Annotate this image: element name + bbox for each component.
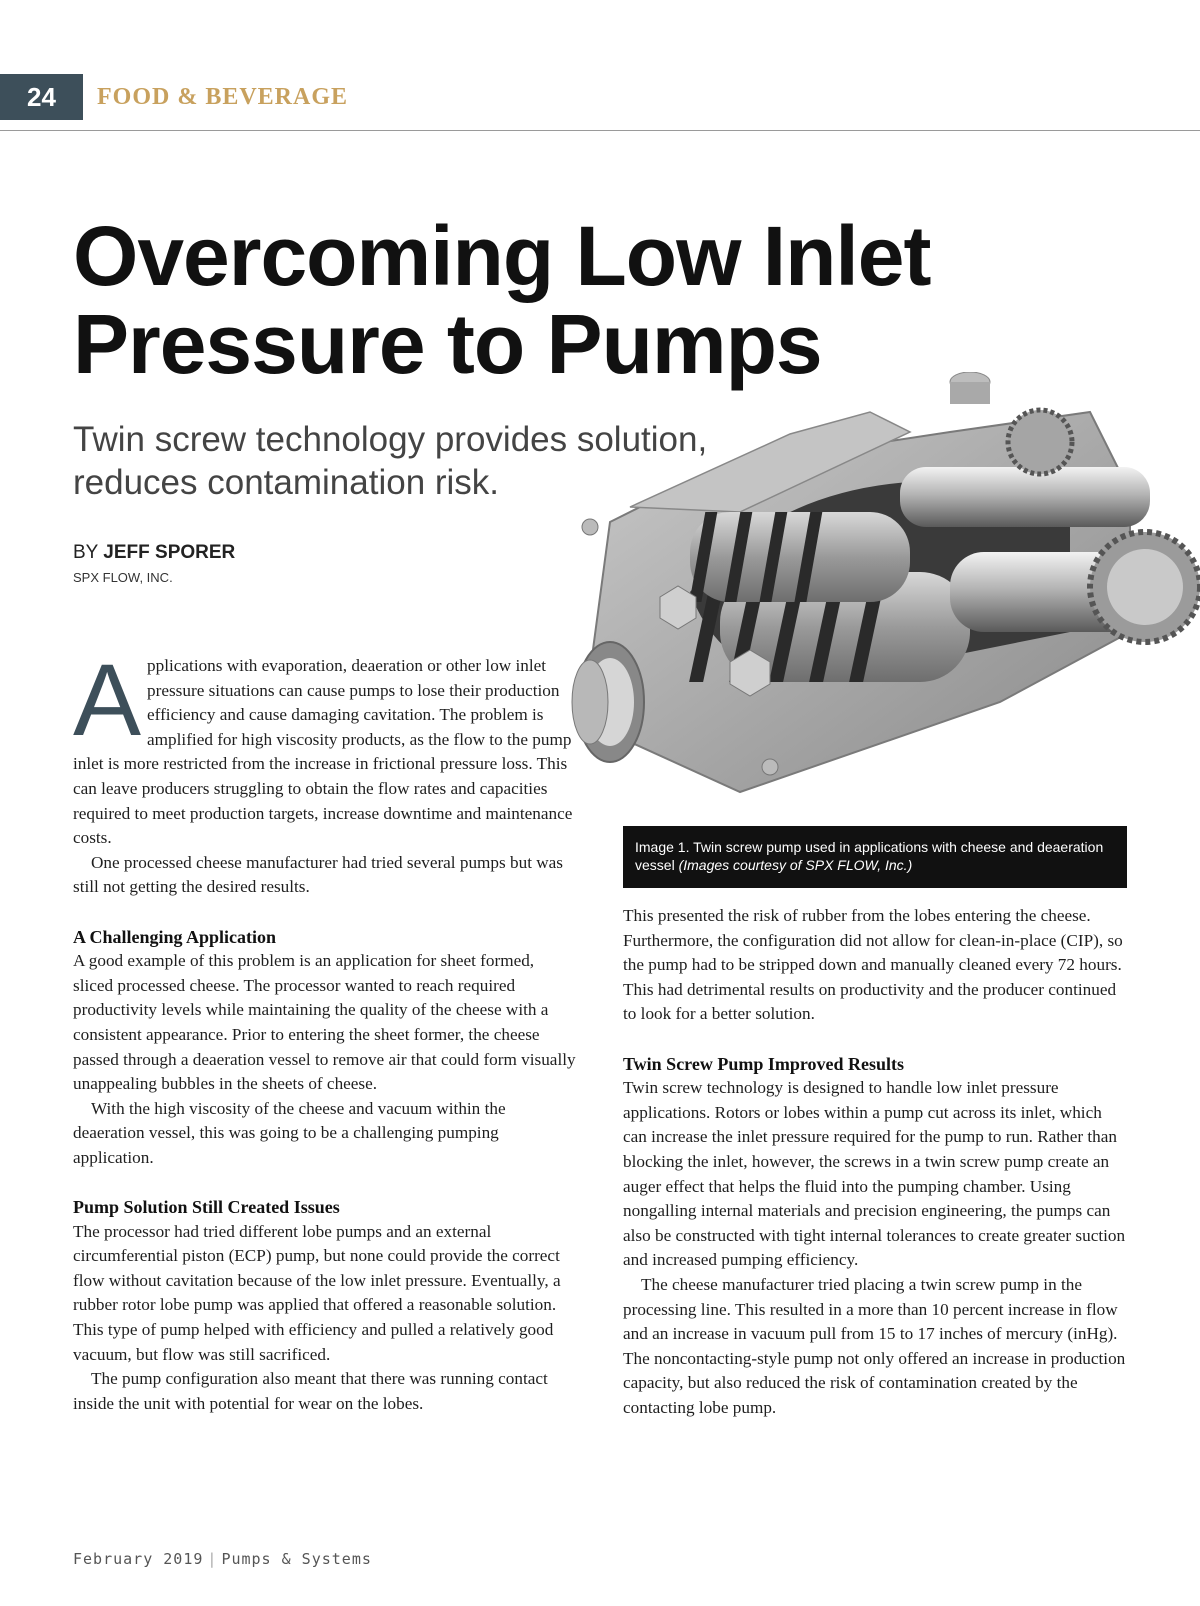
paragraph: This presented the risk of rubber from the lobes entering the cheese. Furthermore, the configuration did not allow for clean-in-place (CIP), so the pump had to be stripped down and manually cleaned every 72 hours. This had detrimental results on productivity and the producer continued to look for a better solution. bbox=[623, 906, 1123, 1024]
article-title: Overcoming Low Inlet Pressure to Pumps bbox=[73, 209, 931, 391]
paragraph: A good example of this problem is an application for sheet formed, sliced processed cheese. The processor wanted to reach required productivity levels while maintaining the quality of the cheese with a consistent appearance. Prior to entering the sheet former, the cheese passed through a deaeration vessel to remove air that could form visually unappealing bubbles in the sheets of cheese. bbox=[73, 951, 576, 1094]
caption-text: Image 1. Twin screw pump used in applications with cheese and deaeration vessel bbox=[635, 839, 1104, 873]
right-column bbox=[623, 904, 1128, 1420]
page-footer bbox=[73, 1550, 372, 1568]
figure-caption bbox=[623, 826, 1127, 888]
left-column bbox=[73, 643, 578, 1416]
section-label: FOOD & BEVERAGE bbox=[97, 84, 349, 110]
paragraph: Twin screw technology is designed to handle low inlet pressure applications. Rotors or lobes within a pump cut across its inlet, which can increase the inlet pressure required for the pump to run. Rather than blocking the inlet, however, the screws in a twin screw pump create an auger effect that helps the fluid into the pumping chamber. Using nongalling internal materials and precision engineering, the pumps can also be constructed with tight internal tolerances to create greater suction and increased pumping efficiency. bbox=[623, 1078, 1126, 1270]
byline-prefix: BY bbox=[73, 542, 99, 563]
article-subtitle: Twin screw technology provides solution, reduces contamination risk. bbox=[73, 420, 708, 502]
drop-cap: A bbox=[73, 643, 142, 757]
caption-credit: (Images courtesy of SPX FLOW, Inc.) bbox=[678, 857, 913, 873]
section-heading: Twin Screw Pump Improved Results bbox=[623, 1053, 905, 1074]
byline bbox=[73, 542, 235, 564]
paragraph: The pump configuration also meant that there was running contact inside the unit with potential for wear on the lobes. bbox=[73, 1369, 548, 1413]
section-heading: Pump Solution Still Created Issues bbox=[73, 1197, 340, 1218]
paragraph: The cheese manufacturer tried placing a twin screw pump in the processing line. This resulted in a more than 10 percent increase in flow and an increase in vacuum pull from 15 to 17 inches of mercury (inHg). The noncontacting-style pump not only offered an increase in production capacity, but also reduced the risk of contamination created by the contacting lobe pump. bbox=[623, 1274, 1126, 1417]
intro-text: pplications with evaporation, deaeration or other low inlet pressure situations can cause pumps to lose their production efficiency and cause damaging cavitation. The problem is amplified for high viscosity products, as the flow to the pump inlet is more restricted from the increase in frictional pressure loss. This can leave producers struggling to obtain the flow rates and capacities required to meet production targets, increase downtime and maintenance costs. bbox=[73, 656, 573, 848]
author-name: JEFF SPORER bbox=[103, 542, 236, 563]
paragraph: The processor had tried different lobe pumps and an external circumferential piston (ECP) pump, but none could provide the correct flow without cavitation because of the low inlet pressure. Eventually, a rubber rotor lobe pump was applied that offered a reasonable solution. This type of pump helped with efficiency and pulled a relatively good vacuum, but flow was still sacrificed. bbox=[73, 1221, 561, 1364]
publication-name: Pumps & Systems bbox=[221, 1550, 372, 1568]
twin-screw-pump-image bbox=[570, 372, 1200, 802]
paragraph: One processed cheese manufacturer had tried several pumps but was still not getting the desired results. bbox=[73, 852, 563, 897]
section-heading: A Challenging Application bbox=[73, 926, 277, 947]
page-number: 24 bbox=[27, 82, 56, 112]
footer-separator: | bbox=[207, 1550, 218, 1568]
issue-date: February 2019 bbox=[73, 1550, 204, 1568]
header-divider bbox=[0, 130, 1200, 131]
paragraph: With the high viscosity of the cheese and vacuum within the deaeration vessel, this was going to be a challenging pumping application. bbox=[73, 1098, 506, 1167]
paragraph bbox=[73, 643, 578, 851]
author-affiliation: SPX FLOW, INC. bbox=[73, 570, 173, 585]
